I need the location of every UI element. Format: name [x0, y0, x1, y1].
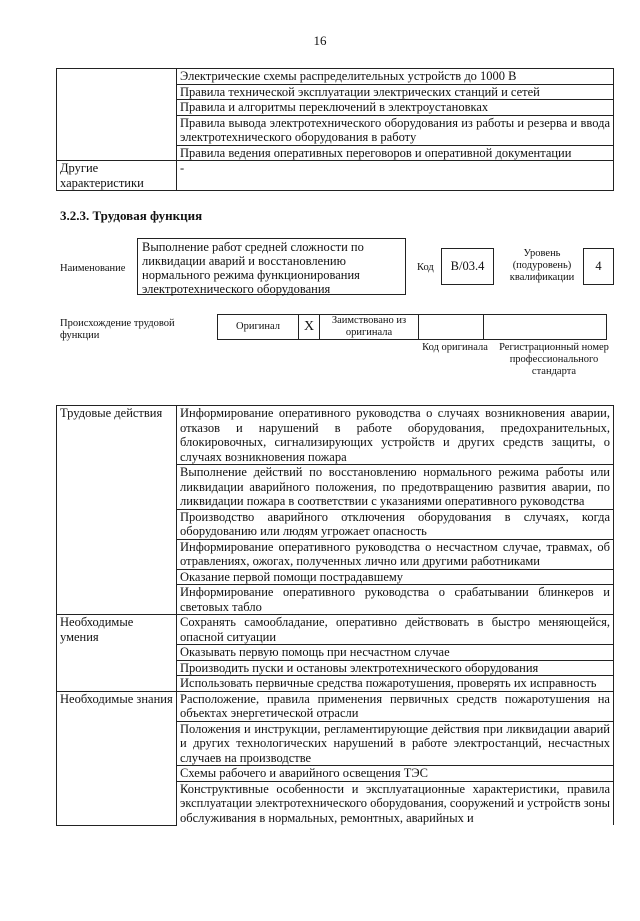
table-cell: Производство аварийного отключения оборудования в случаях, когда оборудованию или людям угрожает опасность [177, 509, 614, 539]
table-cell: Расположение, правила применения первичных средств пожаротушения на объектах энергетической отрасли [177, 691, 614, 721]
reg-number-label: Регистрационный номер профессионального стандарта [499, 342, 609, 377]
original-mark: X [299, 315, 320, 340]
table-cell: Информирование оперативного руководства о несчастном случае, травмах, об отравлениях, ожогах, полученных лично или другими работниками [177, 539, 614, 569]
original-cell: Оригинал [218, 315, 299, 340]
table-row [57, 406, 614, 465]
origin-table [217, 314, 607, 340]
required-knowledge-label: Необходимые знания [57, 691, 177, 825]
borrowed-cell: Заимствовано из оригинала [320, 315, 419, 340]
other-characteristics-value: - [177, 161, 614, 191]
function-name-box: Выполнение работ средней сложности по ликвидации аварий и восстановлению нормального режима функционирования электротехнического оборудования [137, 238, 406, 295]
table-cell: Производить пуски и остановы электротехнического оборудования [177, 660, 614, 676]
table-cell: Конструктивные особенности и эксплуатационные характеристики, правила эксплуатации электротехнического оборудования, сооружений и устройств зоны обслуживания в нормальных, ремонтных, аварийных и [177, 781, 614, 825]
table-cell: Выполнение действий по восстановлению нормального режима работы или ликвидации аварийного положения, по предотвращению развития аварии, по ликвидации пожара в соответствии с указаниями оперативного руководства [177, 465, 614, 510]
table-cell: Использовать первичные средства пожаротушения, проверять их исправность [177, 676, 614, 692]
section-heading: 3.2.3. Трудовая функция [60, 208, 203, 223]
table-cell: Схемы рабочего и аварийного освещения ТЭС [177, 766, 614, 782]
table-cell: Информирование оперативного руководства о случаях возникновения аварии, отказов и нарушений в работе оборудования, предохранительных, блокировочных, сигнализирующих устройств и других средств защиты, о случаях возникновения пожара [177, 406, 614, 465]
table-cell: Положения и инструкции, регламентирующие действия при ликвидации аварий и других технологических нарушений в работе электростанций, несчастных случаев на производстве [177, 721, 614, 766]
origin-label: Происхождение трудовой функции [60, 318, 175, 341]
code-label: Код [417, 262, 434, 273]
reg-number-cell [484, 315, 607, 340]
table-row [57, 69, 614, 85]
table-cell: Электрические схемы распределительных устройств до 1000 В [177, 69, 614, 85]
table-cell: Оказывать первую помощь при несчастном случае [177, 645, 614, 661]
table-cell: Оказание первой помощи пострадавшему [177, 569, 614, 585]
empty-label-cell [57, 69, 177, 161]
table-row [57, 615, 614, 645]
table-cell: Сохранять самообладание, оперативно действовать в быстро меняющейся, опасной ситуации [177, 615, 614, 645]
code-original-label: Код оригинала [422, 342, 488, 353]
table-row [218, 315, 607, 340]
function-details-table [56, 405, 614, 826]
other-characteristics-label: Другие характеристики [57, 161, 177, 191]
table-row [57, 161, 614, 191]
table-cell: Информирование оперативного руководства о срабатывании блинкеров и световых табло [177, 585, 614, 615]
code-value-box: B/03.4 [441, 248, 494, 285]
table-cell: Правила ведения оперативных переговоров и оперативной документации [177, 145, 614, 161]
table-row [57, 691, 614, 721]
level-label: Уровень (подуровень) квалификации [509, 248, 575, 283]
knowledge-continuation-table [56, 68, 614, 191]
required-skills-label: Необходимые умения [57, 615, 177, 692]
code-original-cell [419, 315, 484, 340]
name-label: Наименование [60, 263, 126, 274]
page-number: 16 [313, 33, 327, 48]
table-cell: Правила вывода электротехнического оборудования из работы и резерва и ввода электротехнического оборудования в работу [177, 115, 614, 145]
table-cell: Правила технической эксплуатации электрических станций и сетей [177, 84, 614, 100]
labor-actions-label: Трудовые действия [57, 406, 177, 615]
table-cell: Правила и алгоритмы переключений в электроустановках [177, 100, 614, 116]
level-value-box: 4 [583, 248, 614, 285]
